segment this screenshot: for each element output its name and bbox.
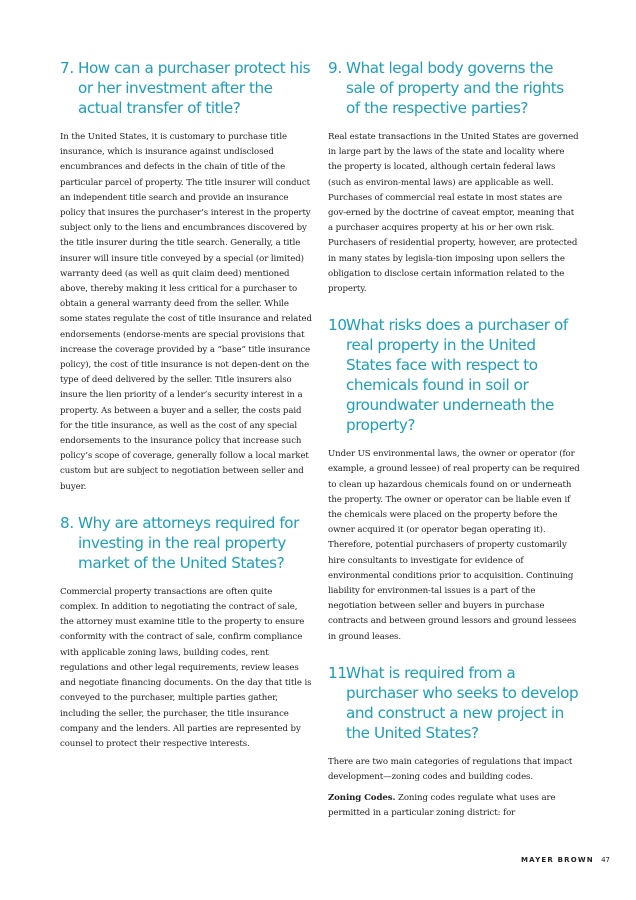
answer-paragraph: Real estate transactions in the United States are governed in large part by the laws of the state and locality where the property is located, although certain federal laws (such as environ-mental laws) are applicable as well. Purchases of commercial real estate in most states are gov-erned by the doctrine of caveat emptor, meaning that a purchaser acquires property at his or her own risk. Purchasers of residential property, however, are protected in many states by legisla-tion imposing upon sellers the obligation to disclose certain information related to the property. — [328, 132, 579, 295]
question-number: 9. — [328, 59, 342, 77]
question-text: Why are attorneys required for investing in the real property market of the United States? — [78, 513, 299, 572]
answer-paragraph: Under US environmental laws, the owner or operator (for example, a ground lessee) of real property can be required to clean up hazardous chemicals found on or underneath the property. The owner or operator can be liable even if the chemicals were placed on the property before the owner acquired it (or operator began operating it). Therefore, potential purchasers of property customarily hire consultants to investigate for evidence of environmental conditions prior to acquisition. Continuing liability for environmen-tal issues is a part of the negotiation between seller and buyers in purchase contracts and between ground lessors and ground lessees in ground leases. — [328, 449, 580, 642]
question-7-heading — [60, 58, 312, 118]
answer-paragraph: Commercial property transactions are often quite complex. In addition to negotiating the contract of sale, the attorney must examine title to the property to ensure conformity with the contract of sale, confirm compliance with applicable zoning laws, building codes, rent regulations and other legal requirements, review leases and negotiate financing documents. On the day that title is conveyed to the purchaser, multiple parties gather, including the seller, the purchaser, the title insurance company and the lenders. All parties are represented by counsel to protect their respective interests. — [60, 586, 312, 749]
question-number: 11. — [328, 663, 352, 682]
zoning-codes-text: Zoning codes regulate what uses are permitted in a particular zoning district: for — [328, 793, 556, 819]
left-column — [60, 58, 312, 758]
answer-paragraph: There are two main categories of regulations that impact development—zoning codes and building codes. — [328, 756, 573, 783]
zoning-codes-label: Zoning Codes. — [328, 793, 396, 804]
firm-name: MAYER BROWN — [520, 856, 594, 864]
question-11-heading — [328, 663, 580, 743]
question-text: How can a purchaser protect his or her investment after the actual transfer of title? — [78, 59, 311, 117]
answer-paragraph: In the United States, it is customary to purchase title insurance, which is insurance against undisclosed encumbrances and defects in the chain of title of the particular parcel of property. The title insurer will conduct an independent title search and provide an insurance policy that insures the purchaser’s interest in the property subject only to the liens and encumbrances discovered by the title insurer during the title search. Generally, a title insurer will insure title conveyed by a special (or limited) warranty deed (as well as quit claim deed) mentioned above, thereby making it less critical for a purchaser to obtain a general warranty deed from the seller. While some states regulate the cost of title insurance and related endorsements (endorse-ments are special provisions that increase the coverage provided by a “base” title insurance policy), the cost of title insurance is not depen-dent on the type of deed delivered by the seller. Title insurers also insure the lien priority of a lender’s security interest in a property. As between a buyer and a seller, the costs paid for the title insurance, as well as the cost of any special endorsements to the insurance policy that increase such policy’s scope of coverage, generally follow a local market custom but are subject to negotiation between seller and buyer. — [60, 132, 312, 492]
question-number: 8. — [60, 513, 74, 532]
question-text: What is required from a purchaser who seeks to develop and construct a new project in the United States? — [346, 663, 579, 742]
page-footer — [521, 856, 610, 864]
question-text: What risks does a purchaser of real property in the United States face with respect to chemicals found in soil or groundwater underneath the property? — [346, 316, 568, 435]
question-text: What legal body governs the sale of property and the rights of the respective parties? — [346, 59, 564, 117]
question-number: 10. — [328, 316, 352, 335]
right-column — [328, 58, 580, 828]
question-9-heading — [328, 58, 580, 118]
question-8-heading — [60, 513, 312, 573]
question-10-heading — [328, 315, 580, 435]
answer-paragraph-zoning — [328, 791, 580, 821]
question-number: 7. — [60, 59, 74, 77]
page-number: 47 — [601, 856, 610, 864]
